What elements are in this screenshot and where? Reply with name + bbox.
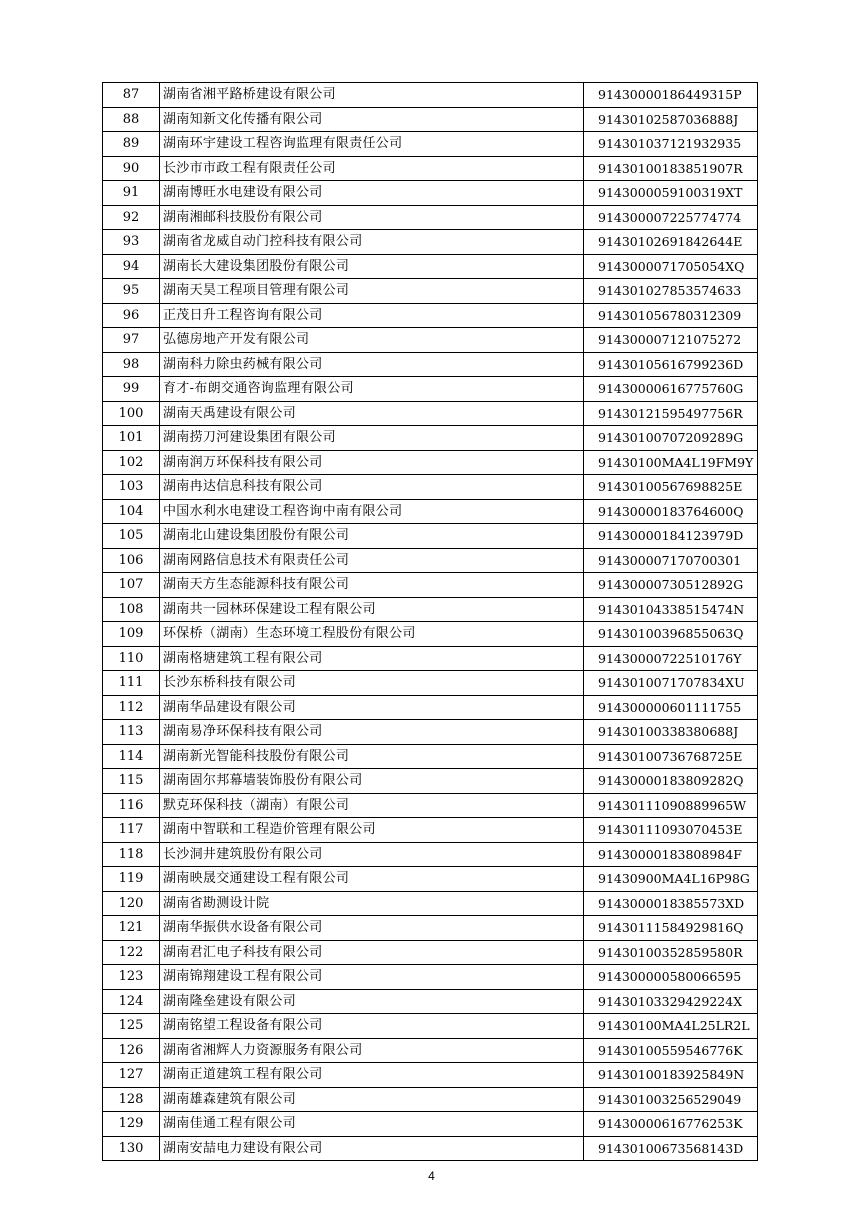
row-number-cell: 101 xyxy=(103,426,160,451)
table-row xyxy=(103,83,758,108)
table-row xyxy=(103,450,758,475)
credit-code-cell: 91430111090889965W xyxy=(584,793,758,818)
row-number-cell: 89 xyxy=(103,132,160,157)
company-name-cell: 湖南博旺水电建设有限公司 xyxy=(160,181,584,206)
company-name-cell: 湖南捞刀河建设集团有限公司 xyxy=(160,426,584,451)
company-name-cell: 湖南北山建设集团股份有限公司 xyxy=(160,524,584,549)
page-number: 4 xyxy=(428,1169,435,1183)
row-number-cell: 128 xyxy=(103,1087,160,1112)
row-number-cell: 118 xyxy=(103,842,160,867)
table-row xyxy=(103,377,758,402)
row-number-cell: 114 xyxy=(103,744,160,769)
credit-code-cell: 91430000186449315P xyxy=(584,83,758,108)
row-number-cell: 105 xyxy=(103,524,160,549)
row-number-cell: 102 xyxy=(103,450,160,475)
row-number-cell: 99 xyxy=(103,377,160,402)
row-number-cell: 116 xyxy=(103,793,160,818)
credit-code-cell: 91430000717070030​1 xyxy=(584,548,758,573)
credit-code-cell: 91430100183851907R xyxy=(584,156,758,181)
table-row xyxy=(103,279,758,304)
row-number-cell: 96 xyxy=(103,303,160,328)
credit-code-cell: 91430104338515474N xyxy=(584,597,758,622)
row-number-cell: 98 xyxy=(103,352,160,377)
company-name-cell: 湖南华振供水设备有限公司 xyxy=(160,916,584,941)
table-row xyxy=(103,401,758,426)
company-name-cell: 湖南安喆电力建设有限公司 xyxy=(160,1136,584,1161)
row-number-cell: 106 xyxy=(103,548,160,573)
company-name-cell: 湖南铭望工程设备有限公司 xyxy=(160,1014,584,1039)
credit-code-cell: 91430000183764600Q xyxy=(584,499,758,524)
row-number-cell: 119 xyxy=(103,867,160,892)
company-name-cell: 湖南天昊工程项目管理有限公司 xyxy=(160,279,584,304)
credit-code-cell: 91430100559546776K xyxy=(584,1038,758,1063)
company-name-cell: 湖南新光智能科技股份有限公司 xyxy=(160,744,584,769)
table-row xyxy=(103,181,758,206)
company-name-cell: 长沙市市政工程有限责任公司 xyxy=(160,156,584,181)
table-row xyxy=(103,426,758,451)
table-row xyxy=(103,1136,758,1161)
company-name-cell: 湖南省勘测设计院 xyxy=(160,891,584,916)
table-row xyxy=(103,1014,758,1039)
row-number-cell: 88 xyxy=(103,107,160,132)
row-number-cell: 100 xyxy=(103,401,160,426)
table-row xyxy=(103,646,758,671)
company-name-cell: 湖南冉达信息科技有限公司 xyxy=(160,475,584,500)
credit-code-cell: 91430102587036888J xyxy=(584,107,758,132)
table-row xyxy=(103,891,758,916)
company-name-cell: 湖南润万环保科技有限公司 xyxy=(160,450,584,475)
row-number-cell: 111 xyxy=(103,671,160,696)
credit-code-cell: 91430102691842644E xyxy=(584,230,758,255)
row-number-cell: 125 xyxy=(103,1014,160,1039)
row-number-cell: 87 xyxy=(103,83,160,108)
table-row xyxy=(103,205,758,230)
company-name-cell: 湖南君汇电子科技有限公司 xyxy=(160,940,584,965)
row-number-cell: 109 xyxy=(103,622,160,647)
table-row xyxy=(103,769,758,794)
table-row xyxy=(103,818,758,843)
row-number-cell: 95 xyxy=(103,279,160,304)
credit-code-cell: 91430121595497756R xyxy=(584,401,758,426)
credit-code-cell: 91430100707209289G xyxy=(584,426,758,451)
company-name-cell: 默克环保科技（湖南）有限公司 xyxy=(160,793,584,818)
credit-code-cell: 91430100325652904​9 xyxy=(584,1087,758,1112)
row-number-cell: 90 xyxy=(103,156,160,181)
row-number-cell: 122 xyxy=(103,940,160,965)
row-number-cell: 91 xyxy=(103,181,160,206)
row-number-cell: 115 xyxy=(103,769,160,794)
table-row xyxy=(103,867,758,892)
credit-code-cell: 91430103712193293​5 xyxy=(584,132,758,157)
row-number-cell: 110 xyxy=(103,646,160,671)
company-name-cell: 湖南易净环保科技有限公司 xyxy=(160,720,584,745)
row-number-cell: 121 xyxy=(103,916,160,941)
company-name-cell: 湖南省龙威自动门控科技有限公司 xyxy=(160,230,584,255)
credit-code-cell: 91430000058006659​5 xyxy=(584,965,758,990)
table-row xyxy=(103,573,758,598)
company-name-cell: 正茂日升工程咨询有限公司 xyxy=(160,303,584,328)
company-name-cell: 弘德房地产开发有限公司 xyxy=(160,328,584,353)
company-name-cell: 湖南佳通工程有限公司 xyxy=(160,1112,584,1137)
row-number-cell: 103 xyxy=(103,475,160,500)
row-number-cell: 130 xyxy=(103,1136,160,1161)
table-row xyxy=(103,1063,758,1088)
credit-code-cell: 9143010071707834XU xyxy=(584,671,758,696)
row-number-cell: 127 xyxy=(103,1063,160,1088)
credit-code-cell: 914300005910031​9XT xyxy=(584,181,758,206)
table-row xyxy=(103,1038,758,1063)
credit-code-cell: 91430111584929816Q xyxy=(584,916,758,941)
company-name-cell: 湖南省湘平路桥建设有限公司 xyxy=(160,83,584,108)
credit-code-cell: 9143000071705054XQ xyxy=(584,254,758,279)
company-name-cell: 湖南华品建设有限公司 xyxy=(160,695,584,720)
row-number-cell: 120 xyxy=(103,891,160,916)
table-row xyxy=(103,328,758,353)
row-number-cell: 93 xyxy=(103,230,160,255)
company-name-cell: 湖南雄森建筑有限公司 xyxy=(160,1087,584,1112)
table-row xyxy=(103,597,758,622)
credit-code-cell: 91430000722577477​4 xyxy=(584,205,758,230)
table-row xyxy=(103,107,758,132)
credit-code-cell: 91430000722510176Y xyxy=(584,646,758,671)
row-number-cell: 129 xyxy=(103,1112,160,1137)
table-row xyxy=(103,475,758,500)
credit-code-cell: 9143000018385573XD xyxy=(584,891,758,916)
credit-code-cell: 91430100338380688J xyxy=(584,720,758,745)
row-number-cell: 117 xyxy=(103,818,160,843)
row-number-cell: 123 xyxy=(103,965,160,990)
table-row xyxy=(103,499,758,524)
credit-code-cell: 91430000183809282Q xyxy=(584,769,758,794)
table-row xyxy=(103,1087,758,1112)
row-number-cell: 112 xyxy=(103,695,160,720)
table-row xyxy=(103,695,758,720)
credit-code-cell: 91430111093070453E xyxy=(584,818,758,843)
table-row xyxy=(103,524,758,549)
table-row xyxy=(103,720,758,745)
table-row xyxy=(103,916,758,941)
table-row xyxy=(103,793,758,818)
company-name-cell: 湖南天方生态能源科技有限公司 xyxy=(160,573,584,598)
table-row xyxy=(103,744,758,769)
credit-code-cell: 91430100567698825E xyxy=(584,475,758,500)
row-number-cell: 92 xyxy=(103,205,160,230)
table-row xyxy=(103,548,758,573)
credit-code-cell: 91430100MA4L25LR2L xyxy=(584,1014,758,1039)
credit-code-cell: 91430000616775760G xyxy=(584,377,758,402)
row-number-cell: 94 xyxy=(103,254,160,279)
row-number-cell: 126 xyxy=(103,1038,160,1063)
company-name-cell: 育才-布朗交通咨询监理有限公司 xyxy=(160,377,584,402)
credit-code-cell: 91430100183925849N xyxy=(584,1063,758,1088)
company-name-cell: 湖南格塘建筑工程有限公司 xyxy=(160,646,584,671)
table-row xyxy=(103,230,758,255)
company-name-cell: 湖南中智联和工程造价管理有限公司 xyxy=(160,818,584,843)
row-number-cell: 113 xyxy=(103,720,160,745)
credit-code-cell: 91430000060111175​5 xyxy=(584,695,758,720)
table-row xyxy=(103,132,758,157)
credit-code-cell: 91430900MA4L16P98G xyxy=(584,867,758,892)
credit-code-cell: 91430000183808984F xyxy=(584,842,758,867)
company-name-cell: 长沙东桥科技有限公司 xyxy=(160,671,584,696)
company-name-cell: 湖南固尔邦幕墙装饰股份有限公司 xyxy=(160,769,584,794)
table-row xyxy=(103,352,758,377)
row-number-cell: 107 xyxy=(103,573,160,598)
credit-code-cell: 91430100673568143D xyxy=(584,1136,758,1161)
company-name-cell: 湖南映晟交通建设工程有限公司 xyxy=(160,867,584,892)
credit-code-cell: 91430100736768725E xyxy=(584,744,758,769)
company-name-cell: 中国水利水电建设工程咨询中南有限公司 xyxy=(160,499,584,524)
table-row xyxy=(103,1112,758,1137)
credit-code-cell: 91430000712107527​2 xyxy=(584,328,758,353)
company-name-cell: 环保桥（湖南）生态环境工程股份有限公司 xyxy=(160,622,584,647)
table-row xyxy=(103,254,758,279)
credit-code-cell: 91430105616799236D xyxy=(584,352,758,377)
company-name-cell: 湖南知新文化传播有限公司 xyxy=(160,107,584,132)
company-name-cell: 湖南天禹建设有限公司 xyxy=(160,401,584,426)
credit-code-cell: 9143010332942922​4X xyxy=(584,989,758,1014)
credit-code-cell: 91430100352859580R xyxy=(584,940,758,965)
row-number-cell: 97 xyxy=(103,328,160,353)
table-row xyxy=(103,989,758,1014)
credit-code-cell: 91430100396855063Q xyxy=(584,622,758,647)
company-name-cell: 湖南隆垒建设有限公司 xyxy=(160,989,584,1014)
company-name-cell: 湖南省湘辉人力资源服务有限公司 xyxy=(160,1038,584,1063)
company-name-cell: 湖南共一园林环保建设工程有限公司 xyxy=(160,597,584,622)
table-row xyxy=(103,842,758,867)
credit-code-cell: 91430000184123979D xyxy=(584,524,758,549)
registry-table-body xyxy=(103,83,758,1161)
company-name-cell: 长沙洞井建筑股份有限公司 xyxy=(160,842,584,867)
credit-code-cell: 91430000730512892G xyxy=(584,573,758,598)
table-row xyxy=(103,940,758,965)
company-name-cell: 湖南网路信息技术有限责任公司 xyxy=(160,548,584,573)
credit-code-cell: 91430100MA4L19FM9Y xyxy=(584,450,758,475)
table-row xyxy=(103,303,758,328)
company-name-cell: 湖南科力除虫药械有限公司 xyxy=(160,352,584,377)
company-name-cell: 湖南长大建设集团股份有限公司 xyxy=(160,254,584,279)
table-row xyxy=(103,671,758,696)
company-name-cell: 湖南正道建筑工程有限公司 xyxy=(160,1063,584,1088)
credit-code-cell: 91430000616776253K xyxy=(584,1112,758,1137)
credit-code-cell: 91430105678031230​9 xyxy=(584,303,758,328)
company-name-cell: 湖南湘邮科技股份有限公司 xyxy=(160,205,584,230)
company-name-cell: 湖南锦翔建设工程有限公司 xyxy=(160,965,584,990)
company-name-cell: 湖南环宇建设工程咨询监理有限责任公司 xyxy=(160,132,584,157)
table-row xyxy=(103,622,758,647)
row-number-cell: 108 xyxy=(103,597,160,622)
row-number-cell: 104 xyxy=(103,499,160,524)
credit-code-cell: 91430102785357463​3 xyxy=(584,279,758,304)
row-number-cell: 124 xyxy=(103,989,160,1014)
company-registry-table xyxy=(102,82,758,1161)
table-row xyxy=(103,965,758,990)
table-row xyxy=(103,156,758,181)
